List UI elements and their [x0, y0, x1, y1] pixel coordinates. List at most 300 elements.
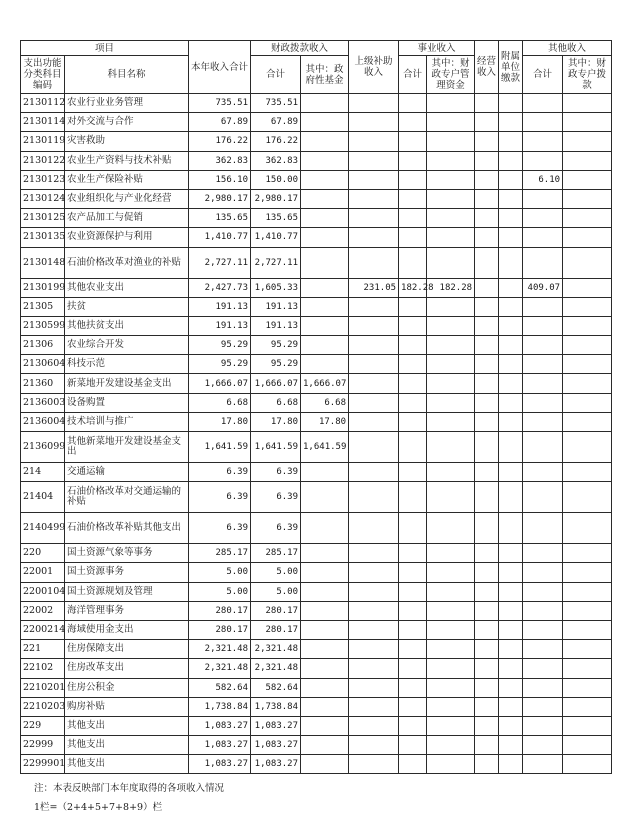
- cell-total: 17.80: [189, 412, 251, 431]
- cell-other-fiscal: [563, 151, 612, 170]
- cell-affiliated: [499, 355, 523, 374]
- cell-fiscal-gov-fund: [301, 659, 349, 678]
- table-body: [21, 94, 612, 774]
- cell-total: 156.10: [189, 170, 251, 189]
- cell-other-fiscal: [563, 678, 612, 697]
- cell-name: 其他农业支出: [65, 278, 189, 297]
- cell-other-fiscal: [563, 463, 612, 482]
- table-row: [21, 620, 612, 639]
- cell-affiliated: [499, 393, 523, 412]
- cell-name: 农业资源保护与利用: [65, 228, 189, 247]
- cell-fiscal-gov-fund: [301, 247, 349, 278]
- cell-affiliated: [499, 513, 523, 544]
- cell-operating: [475, 736, 499, 755]
- income-table: [20, 40, 612, 774]
- cell-superior: [349, 582, 399, 601]
- table-row: [21, 755, 612, 774]
- cell-affiliated: [499, 620, 523, 639]
- cell-operating: [475, 640, 499, 659]
- cell-operating: [475, 716, 499, 735]
- cell-operating: [475, 151, 499, 170]
- cell-total: 362.83: [189, 151, 251, 170]
- cell-other-fiscal: [563, 601, 612, 620]
- table-row: [21, 601, 612, 620]
- cell-other-fiscal: [563, 716, 612, 735]
- cell-fiscal-total: 1,083.27: [251, 755, 301, 774]
- cell-affiliated: [499, 432, 523, 463]
- cell-other-fiscal: [563, 374, 612, 393]
- cell-business-fiscal: [427, 755, 475, 774]
- cell-business-fiscal: [427, 209, 475, 228]
- cell-business-total: [399, 620, 427, 639]
- cell-other-total: [523, 482, 563, 513]
- cell-fiscal-gov-fund: [301, 678, 349, 697]
- cell-business-total: [399, 316, 427, 335]
- cell-fiscal-total: 6.39: [251, 463, 301, 482]
- cell-affiliated: [499, 412, 523, 431]
- cell-total: 1,083.27: [189, 755, 251, 774]
- cell-business-fiscal: [427, 640, 475, 659]
- cell-code: 2136004: [21, 412, 65, 431]
- footnote-2: 1栏=（2+4+5+7+8+9）栏: [34, 802, 163, 813]
- cell-business-total: [399, 412, 427, 431]
- cell-fiscal-total: 5.00: [251, 582, 301, 601]
- cell-superior: [349, 544, 399, 563]
- cell-superior: [349, 228, 399, 247]
- cell-affiliated: [499, 582, 523, 601]
- cell-affiliated: [499, 601, 523, 620]
- cell-code: 2136099: [21, 432, 65, 463]
- cell-operating: [475, 393, 499, 412]
- cell-fiscal-gov-fund: [301, 151, 349, 170]
- header-total: 本年收入合计: [189, 41, 251, 94]
- cell-total: 135.65: [189, 209, 251, 228]
- cell-fiscal-gov-fund: [301, 755, 349, 774]
- cell-name: 石油价格改革对渔业的补贴: [65, 247, 189, 278]
- cell-code: 2130114: [21, 113, 65, 132]
- cell-fiscal-total: 2,727.11: [251, 247, 301, 278]
- cell-affiliated: [499, 170, 523, 189]
- cell-other-total: [523, 132, 563, 151]
- cell-business-fiscal: [427, 374, 475, 393]
- cell-code: 21404: [21, 482, 65, 513]
- cell-fiscal-gov-fund: [301, 482, 349, 513]
- cell-operating: [475, 228, 499, 247]
- cell-business-fiscal: [427, 582, 475, 601]
- cell-other-total: [523, 247, 563, 278]
- cell-business-total: [399, 563, 427, 582]
- cell-operating: [475, 544, 499, 563]
- cell-operating: [475, 132, 499, 151]
- cell-business-fiscal: [427, 513, 475, 544]
- table-row: [21, 463, 612, 482]
- cell-other-total: [523, 563, 563, 582]
- cell-other-total: [523, 659, 563, 678]
- cell-other-total: [523, 513, 563, 544]
- table-row: [21, 678, 612, 697]
- cell-affiliated: [499, 563, 523, 582]
- cell-affiliated: [499, 482, 523, 513]
- cell-superior: [349, 432, 399, 463]
- cell-other-fiscal: [563, 620, 612, 639]
- cell-superior: [349, 620, 399, 639]
- cell-other-fiscal: [563, 170, 612, 189]
- cell-fiscal-gov-fund: [301, 544, 349, 563]
- cell-fiscal-gov-fund: [301, 697, 349, 716]
- cell-name: 住房公积金: [65, 678, 189, 697]
- cell-other-total: [523, 412, 563, 431]
- cell-total: 2,727.11: [189, 247, 251, 278]
- cell-superior: [349, 601, 399, 620]
- cell-affiliated: [499, 316, 523, 335]
- cell-affiliated: [499, 678, 523, 697]
- cell-operating: [475, 297, 499, 316]
- cell-code: 2136003: [21, 393, 65, 412]
- cell-total: 280.17: [189, 601, 251, 620]
- cell-code: 2130604: [21, 355, 65, 374]
- cell-name: 农业生产保险补贴: [65, 170, 189, 189]
- cell-name: 其他新菜地开发建设基金支出: [65, 432, 189, 463]
- cell-operating: [475, 620, 499, 639]
- cell-name: 科技示范: [65, 355, 189, 374]
- cell-name: 灾害救助: [65, 132, 189, 151]
- cell-business-total: [399, 151, 427, 170]
- cell-total: 280.17: [189, 620, 251, 639]
- cell-other-total: [523, 113, 563, 132]
- table-row: [21, 228, 612, 247]
- header-fiscal: 财政拨款收入: [251, 41, 349, 56]
- cell-superior: [349, 513, 399, 544]
- cell-business-fiscal: [427, 247, 475, 278]
- cell-fiscal-total: 95.29: [251, 336, 301, 355]
- table-row: [21, 170, 612, 189]
- cell-superior: [349, 678, 399, 697]
- cell-other-fiscal: [563, 355, 612, 374]
- cell-business-total: [399, 132, 427, 151]
- cell-business-fiscal: [427, 563, 475, 582]
- cell-fiscal-total: 1,641.59: [251, 432, 301, 463]
- cell-fiscal-gov-fund: [301, 113, 349, 132]
- cell-code: 2130148: [21, 247, 65, 278]
- cell-name: 海洋管理事务: [65, 601, 189, 620]
- cell-other-total: [523, 432, 563, 463]
- cell-superior: [349, 659, 399, 678]
- cell-superior: [349, 463, 399, 482]
- cell-fiscal-total: 6.39: [251, 482, 301, 513]
- table-row: [21, 151, 612, 170]
- cell-other-total: [523, 151, 563, 170]
- cell-other-total: [523, 697, 563, 716]
- cell-code: 2130125: [21, 209, 65, 228]
- cell-operating: [475, 247, 499, 278]
- cell-business-fiscal: [427, 170, 475, 189]
- cell-name: 农业组织化与产业化经营: [65, 189, 189, 208]
- cell-name: 对外交流与合作: [65, 113, 189, 132]
- cell-other-total: [523, 716, 563, 735]
- cell-other-fiscal: [563, 113, 612, 132]
- table-row: [21, 247, 612, 278]
- cell-fiscal-gov-fund: [301, 716, 349, 735]
- header-other: 其他收入: [523, 41, 612, 56]
- cell-other-total: [523, 582, 563, 601]
- cell-business-fiscal: [427, 697, 475, 716]
- cell-operating: [475, 189, 499, 208]
- cell-operating: [475, 432, 499, 463]
- cell-business-total: [399, 170, 427, 189]
- cell-total: 176.22: [189, 132, 251, 151]
- header-operating: 经营收入: [475, 41, 499, 94]
- cell-other-fiscal: [563, 736, 612, 755]
- table-row: [21, 482, 612, 513]
- cell-total: 5.00: [189, 563, 251, 582]
- cell-fiscal-total: 17.80: [251, 412, 301, 431]
- cell-business-total: [399, 482, 427, 513]
- cell-business-total: [399, 228, 427, 247]
- cell-total: 2,980.17: [189, 189, 251, 208]
- cell-other-fiscal: [563, 659, 612, 678]
- cell-total: 191.13: [189, 297, 251, 316]
- cell-business-total: [399, 582, 427, 601]
- cell-total: 1,083.27: [189, 736, 251, 755]
- cell-total: 1,083.27: [189, 716, 251, 735]
- cell-name: 农业综合开发: [65, 336, 189, 355]
- cell-fiscal-gov-fund: 17.80: [301, 412, 349, 431]
- cell-affiliated: [499, 659, 523, 678]
- cell-fiscal-gov-fund: [301, 132, 349, 151]
- cell-business-total: [399, 640, 427, 659]
- cell-fiscal-total: 150.00: [251, 170, 301, 189]
- cell-affiliated: [499, 336, 523, 355]
- table-row: [21, 432, 612, 463]
- cell-business-total: [399, 297, 427, 316]
- footnote-1: 注：本表反映部门本年度取得的各项收入情况: [34, 783, 225, 794]
- cell-fiscal-gov-fund: [301, 316, 349, 335]
- cell-business-fiscal: [427, 355, 475, 374]
- cell-code: 2130119: [21, 132, 65, 151]
- cell-code: 2130112: [21, 94, 65, 113]
- cell-fiscal-total: 1,083.27: [251, 716, 301, 735]
- cell-fiscal-total: 582.64: [251, 678, 301, 697]
- cell-affiliated: [499, 640, 523, 659]
- cell-name: 农产品加工与促销: [65, 209, 189, 228]
- cell-operating: [475, 412, 499, 431]
- cell-operating: [475, 94, 499, 113]
- cell-fiscal-total: 280.17: [251, 620, 301, 639]
- table-row: [21, 113, 612, 132]
- cell-other-fiscal: [563, 755, 612, 774]
- cell-code: 2210203: [21, 697, 65, 716]
- cell-other-total: 6.10: [523, 170, 563, 189]
- cell-total: 6.39: [189, 513, 251, 544]
- cell-operating: [475, 678, 499, 697]
- cell-fiscal-gov-fund: [301, 563, 349, 582]
- cell-business-fiscal: [427, 736, 475, 755]
- header-xiangmu: 项目: [21, 41, 189, 56]
- cell-fiscal-gov-fund: [301, 336, 349, 355]
- cell-fiscal-gov-fund: [301, 209, 349, 228]
- cell-operating: [475, 316, 499, 335]
- cell-operating: [475, 355, 499, 374]
- cell-other-fiscal: [563, 544, 612, 563]
- cell-other-fiscal: [563, 209, 612, 228]
- header-business-fiscal: 其中：财政专户管理资金: [427, 56, 475, 94]
- cell-superior: [349, 132, 399, 151]
- header-fiscal-gov-fund: 其中：政府性基金: [301, 56, 349, 94]
- cell-name: 新菜地开发建设基金支出: [65, 374, 189, 393]
- cell-business-fiscal: [427, 297, 475, 316]
- cell-total: 95.29: [189, 336, 251, 355]
- cell-other-fiscal: [563, 94, 612, 113]
- cell-fiscal-gov-fund: [301, 513, 349, 544]
- cell-superior: [349, 113, 399, 132]
- cell-business-total: [399, 393, 427, 412]
- cell-business-total: [399, 209, 427, 228]
- cell-business-total: [399, 94, 427, 113]
- cell-fiscal-gov-fund: [301, 355, 349, 374]
- cell-operating: [475, 209, 499, 228]
- table-row: [21, 94, 612, 113]
- cell-affiliated: [499, 463, 523, 482]
- table-row: [21, 697, 612, 716]
- cell-name: 住房保障支出: [65, 640, 189, 659]
- header-affiliated: 附属单位缴款: [499, 41, 523, 94]
- cell-total: 1,641.59: [189, 432, 251, 463]
- table-row: [21, 132, 612, 151]
- cell-fiscal-gov-fund: [301, 228, 349, 247]
- cell-total: 2,321.48: [189, 659, 251, 678]
- cell-superior: [349, 482, 399, 513]
- cell-fiscal-gov-fund: [301, 94, 349, 113]
- cell-total: 1,666.07: [189, 374, 251, 393]
- cell-code: 22999: [21, 736, 65, 755]
- cell-other-fiscal: [563, 393, 612, 412]
- cell-other-total: [523, 601, 563, 620]
- cell-superior: [349, 563, 399, 582]
- cell-name: 其他支出: [65, 716, 189, 735]
- cell-code: 214: [21, 463, 65, 482]
- cell-other-fiscal: [563, 582, 612, 601]
- cell-affiliated: [499, 189, 523, 208]
- cell-superior: [349, 736, 399, 755]
- cell-affiliated: [499, 94, 523, 113]
- cell-business-total: [399, 678, 427, 697]
- cell-total: 6.68: [189, 393, 251, 412]
- cell-other-total: 409.07: [523, 278, 563, 297]
- cell-other-fiscal: [563, 336, 612, 355]
- cell-superior: [349, 209, 399, 228]
- cell-fiscal-gov-fund: 1,666.07: [301, 374, 349, 393]
- cell-business-total: [399, 355, 427, 374]
- cell-other-fiscal: [563, 697, 612, 716]
- cell-name: 国土资源事务: [65, 563, 189, 582]
- cell-other-fiscal: [563, 432, 612, 463]
- cell-other-total: [523, 297, 563, 316]
- cell-fiscal-total: 1,738.84: [251, 697, 301, 716]
- cell-total: 735.51: [189, 94, 251, 113]
- cell-code: 2130122: [21, 151, 65, 170]
- cell-business-fiscal: [427, 228, 475, 247]
- cell-name: 设备购置: [65, 393, 189, 412]
- cell-other-fiscal: [563, 228, 612, 247]
- cell-name: 海域使用金支出: [65, 620, 189, 639]
- cell-affiliated: [499, 278, 523, 297]
- cell-business-fiscal: [427, 659, 475, 678]
- cell-business-fiscal: [427, 113, 475, 132]
- cell-fiscal-total: 2,980.17: [251, 189, 301, 208]
- header-code-col: 支出功能分类科目编码: [21, 56, 65, 94]
- cell-fiscal-total: 67.89: [251, 113, 301, 132]
- cell-operating: [475, 755, 499, 774]
- cell-fiscal-total: 191.13: [251, 297, 301, 316]
- cell-fiscal-gov-fund: [301, 463, 349, 482]
- cell-affiliated: [499, 132, 523, 151]
- cell-other-fiscal: [563, 278, 612, 297]
- cell-total: 95.29: [189, 355, 251, 374]
- cell-other-total: [523, 209, 563, 228]
- table-row: [21, 513, 612, 544]
- cell-business-total: [399, 513, 427, 544]
- cell-business-fiscal: [427, 678, 475, 697]
- cell-code: 22002: [21, 601, 65, 620]
- cell-name: 交通运输: [65, 463, 189, 482]
- table-row: [21, 544, 612, 563]
- cell-other-total: [523, 374, 563, 393]
- table-row: [21, 316, 612, 335]
- cell-fiscal-total: 362.83: [251, 151, 301, 170]
- cell-fiscal-total: 280.17: [251, 601, 301, 620]
- cell-other-fiscal: [563, 563, 612, 582]
- cell-business-fiscal: 182.28: [427, 278, 475, 297]
- cell-code: 2130599: [21, 316, 65, 335]
- cell-fiscal-total: 1,666.07: [251, 374, 301, 393]
- cell-business-total: [399, 374, 427, 393]
- cell-superior: 231.05: [349, 278, 399, 297]
- table-row: [21, 640, 612, 659]
- cell-affiliated: [499, 247, 523, 278]
- table-row: [21, 393, 612, 412]
- header-business-total: 合计: [399, 56, 427, 94]
- cell-total: 2,321.48: [189, 640, 251, 659]
- cell-superior: [349, 393, 399, 412]
- table-row: [21, 278, 612, 297]
- cell-fiscal-total: 1,410.77: [251, 228, 301, 247]
- cell-business-fiscal: [427, 432, 475, 463]
- cell-code: 2200214: [21, 620, 65, 639]
- cell-operating: [475, 113, 499, 132]
- cell-fiscal-gov-fund: [301, 278, 349, 297]
- cell-business-total: [399, 463, 427, 482]
- cell-other-fiscal: [563, 297, 612, 316]
- table-row: [21, 189, 612, 208]
- header-fiscal-total: 合计: [251, 56, 301, 94]
- cell-business-fiscal: [427, 716, 475, 735]
- table-row: [21, 355, 612, 374]
- cell-superior: [349, 297, 399, 316]
- table-row: [21, 374, 612, 393]
- cell-operating: [475, 482, 499, 513]
- cell-fiscal-gov-fund: 6.68: [301, 393, 349, 412]
- cell-business-total: [399, 736, 427, 755]
- cell-operating: [475, 336, 499, 355]
- cell-other-total: [523, 544, 563, 563]
- cell-fiscal-total: 1,605.33: [251, 278, 301, 297]
- cell-name: 国土资源气象等事务: [65, 544, 189, 563]
- cell-superior: [349, 640, 399, 659]
- cell-affiliated: [499, 736, 523, 755]
- cell-business-total: [399, 247, 427, 278]
- cell-operating: [475, 170, 499, 189]
- table-row: [21, 412, 612, 431]
